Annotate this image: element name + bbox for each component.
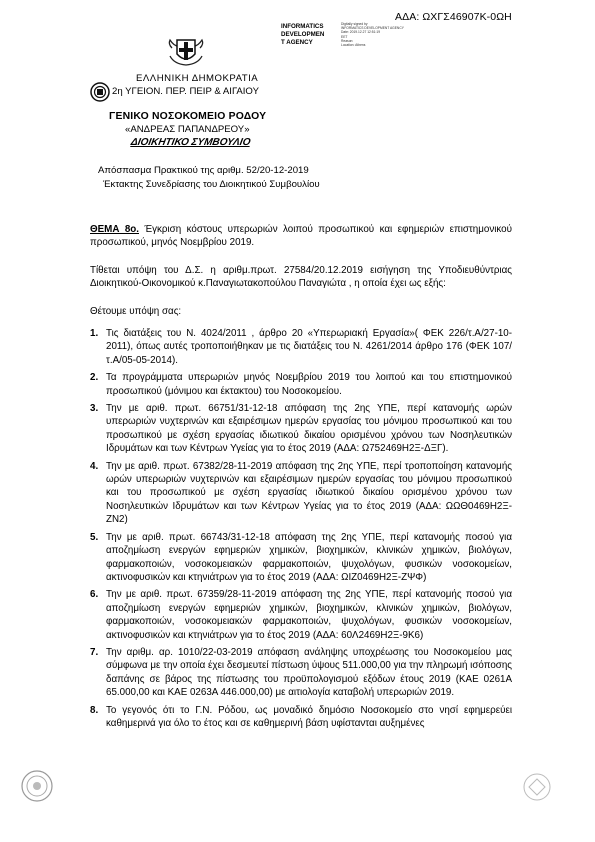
item-number: 5. [90,531,99,543]
signature-detail-line: Location: Athens [341,43,366,48]
item-text: Την με αριθ. πρωτ. 67359/28-11-2019 απόφαση της 2ης ΥΠΕ, περί κατανομής ποσού για αποζημίωση ενεργών εφημεριών χημικών, βιοχημικών, κλινικών χημικών, βιολόγων, φαρμακοποιών, νοσοκομειακών φαρμακοποιών, ψυχολόγων, φυσικών νοσοκομείων, ακτινοφυσικών και κτηνιάτρων για το έτος 2019 (ΑΔΑ: 60Λ2469Η2Ξ-9Κ6) [106,589,512,641]
excerpt-line-2: Έκτακτης Συνεδρίασης του Διοικητικού Συμβουλίου [103,179,320,190]
item-text: Την με αριθ. πρωτ. 67382/28-11-2019 απόφαση της 2ης ΥΠΕ, περί τροποποίηση κατανομής ωρών υπερωριών νυχτερινών και εξαιρέσιμων ημερών εργασίας του μόνιμου προσωπικού και του προσωπικού με σχέση εργασίας ιδιωτικού δικαίου ορισμένου χρόνου των Νοσηλευτικών Ιδρυμάτων και των Κέντρων Υγείας για το έτος 2019 (ΑΔΑ: ΩΩΘ0469Η2Ξ-ΖΝ2) [106,460,512,526]
item-text: Τις διατάξεις του Ν. 4024/2011 , άρθρο 20 «Υπερωριακή Εργασία»( ΦΕΚ 226/τ.Α/27-10-2011), όπως αυτές τροποποιήθηκαν με τις διατάξεις του Ν. 4261/2014 άρθρο 176 (ΦΕΚ 107/τ.Α/05-05-2014). [106,328,512,366]
list-item [90,371,512,398]
list-item [90,460,512,527]
item-number: 3. [90,403,99,415]
item-number: 1. [90,328,99,339]
list-item [90,646,512,700]
signature-detail-line: Digitally signed by [341,22,368,26]
signature-issuer [281,23,341,47]
consider-line: Θέτουμε υπόψη σας: [90,306,182,317]
theme-text: Έγκριση κόστους υπερωριών λοιπού προσωπικού και εφημεριών επιστημονικού προσωπικού, μηνός Νοεμβρίου 2019. [90,224,512,249]
list-item [90,704,512,731]
considerations-list [90,327,512,734]
list-item [90,588,512,642]
item-text: Το γεγονός ότι το Γ.Ν. Ρόδου, ως μοναδικό δημόσιο Νοσοκομείο στο νησί εφημερεύει καθημερινά για όλο το έτος και σε καθημερινή βάση υφίστανται αυξημένες [106,704,512,729]
signature-detail-line: Reason: [341,38,354,43]
greek-emblem-icon [164,34,208,68]
hospital-name: «ΑΝΔΡΕΑΣ ΠΑΠΑΝΔΡΕΟΥ» [125,124,250,135]
intro-paragraph: Τίθεται υπόψη του Δ.Σ. η αριθμ.πρωτ. 27584/20.12.2019 εισήγηση της Υποδιευθύντριας Διοικητικού-Οικονομικού κ.Παναγιωτακοπούλου Παναγιώτα , η οποία έχει ως εξής: [90,265,512,290]
signature-detail-line: EET [341,34,348,39]
item-number: 4. [90,460,99,472]
round-stamp-icon [20,769,54,803]
item-number: 8. [90,704,99,716]
list-item [90,402,512,456]
item-number: 2. [90,372,99,384]
region-title: 2η ΥΓΕΙΟΝ. ΠΕΡ. ΠΕΙΡ & ΑΙΓΑΙΟΥ [112,86,259,97]
list-item [90,327,512,367]
quality-logo-icon [90,82,110,102]
item-text: Την με αριθ. πρωτ. 66751/31-12-18 απόφαση της 2ης ΥΠΕ, περί κατανομής ωρών υπερωριών νυχτερινών και εξαιρέσιμων ημερών εργασίας του μόνιμου προσωπικού και του προσωπικού με σχέση εργασίας ιδιωτικού δικαίου ορισμένου χρόνου των Νοσηλευτικών Ιδρυμάτων και των Κέντρων Υγείας για το έτος 2019 (ΑΔΑ: Ω752469Η2Ξ-ΔΞΓ). [106,403,512,455]
republic-title: ΕΛΛΗΝΙΚΗ ΔΗΜΟΚΡΑΤΙΑ [136,73,259,84]
excerpt-line-1: Απόσπασμα Πρακτικού της αριθμ. 52/20-12-2019 [98,165,309,176]
item-text: Την με αριθ. πρωτ. 66743/31-12-18 απόφαση της 2ης ΥΠΕ, περί κατανομής ποσού για αποζημίωση ενεργών εφημεριών χημικών, βιοχημικών, κλινικών χημικών, βιολόγων, φαρμακοποιών, νοσοκομειακών φαρμακοποιών, ψυχολόγων, φυσικών νοσοκομείων, ακτινοφυσικών και κτηνιάτρων για το έτος 2019 (ΑΔΑ: ΩΙΖ0469Η2Ξ-ΖΨΦ) [106,531,512,583]
item-text: Τα προγράμματα υπερωριών μηνός Νοεμβρίου 2019 του λοιπού και του επιστημονικού προσωπικού (μόνιμου και έκτακτου) του Νοσοκομείου. [106,372,512,397]
item-number: 7. [90,646,99,658]
list-item [90,531,512,585]
theme-label: ΘΕΜΑ 8ο. [90,224,139,235]
hospital-title: ΓΕΝΙΚΟ ΝΟΣΟΚΟΜΕΙΟ ΡΟΔΟΥ [109,111,267,122]
theme-paragraph [90,223,512,250]
ada-code: ΑΔΑ: ΩΧΓΣ46907Κ-0ΩΗ [395,11,512,23]
signature-details [341,22,411,47]
signature-detail-line: Date: 2019.12.27 12:51:19 [341,30,381,35]
issuer-line: DEVELOPMEN [281,31,325,38]
item-text: Την αριθμ. αρ. 1010/22-03-2019 απόφαση ανάληψης υποχρέωσης του Νοσοκομείου μας σύμφωνα με την οποία έχει δεσμευτεί πίστωση ύψους 511.000,00 για την πληρωμή ισόποσης δαπάνης σε βάρος της πίστωσης του προϋπολογισμού εξόδων έτους 2019 (ΚΑΕ 0261Α 65.000,00 και ΚΑΕ 0263Α 446.000,00) με αιτιολογία καταβολή υπερωριών 2019. [106,646,512,699]
board-title: ΔΙΟΙΚΗΤΙΚΟ ΣΥΜΒΟΥΛΙΟ [130,137,252,148]
signature-detail-line: INFORMATICS DEVELOPMENT AGENCY [341,26,404,31]
item-number: 6. [90,589,99,601]
seal-icon [520,772,554,802]
issuer-line: T AGENCY [281,39,313,46]
issuer-line: INFORMATICS [281,23,324,30]
